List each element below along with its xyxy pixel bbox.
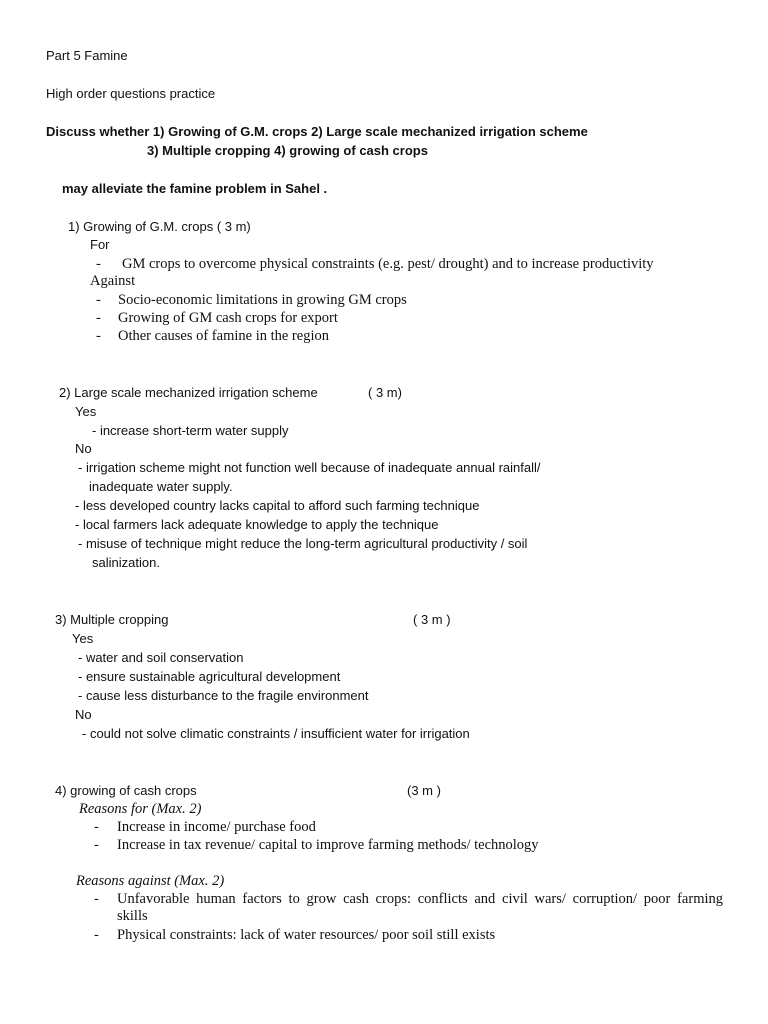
section3-marks: ( 3 m ) (413, 612, 451, 627)
section1-against-label: Against (90, 273, 136, 289)
section2-no-item: - local farmers lack adequate knowledge to apply the technique (75, 517, 439, 532)
page-subtitle: High order questions practice (46, 86, 216, 101)
section4-against-item: Unfavorable human factors to grow cash crops: conflicts and civil wars/ corruption/ poor farming (117, 891, 723, 907)
section4-against-item: skills (117, 908, 148, 924)
section1-against-item: Socio-economic limitations in growing GM crops (118, 292, 407, 308)
bullet-dash: - (94, 891, 99, 907)
question-line-1: Discuss whether 1) Growing of G.M. crops 2) Large scale mechanized irrigation scheme (46, 124, 588, 139)
section2-no-item: salinization. (92, 555, 160, 570)
section4-for-item: Increase in income/ purchase food (117, 819, 316, 835)
bullet-dash: - (96, 328, 101, 344)
section1-for-item: GM crops to overcome physical constraints (e.g. pest/ drought) and to increase productivity (122, 256, 654, 272)
section3-yes-item: - cause less disturbance to the fragile environment (78, 688, 369, 703)
bullet-dash: - (94, 927, 99, 943)
section2-title: 2) Large scale mechanized irrigation scheme (59, 385, 318, 400)
section2-yes-label: Yes (75, 404, 97, 419)
section3-no-item: - could not solve climatic constraints / insufficient water for irrigation (82, 726, 470, 741)
section4-against-item: Physical constraints: lack of water resources/ poor soil still exists (117, 927, 496, 943)
section2-no-item: - irrigation scheme might not function well because of inadequate annual rainfall/ (78, 460, 541, 475)
section3-title: 3) Multiple cropping (55, 612, 169, 627)
bullet-dash: - (94, 819, 99, 835)
section4-against-label: Reasons against (Max. 2) (76, 873, 225, 889)
bullet-dash: - (94, 837, 99, 853)
question-line-2: 3) Multiple cropping 4) growing of cash crops (147, 143, 428, 158)
part-heading: Part 5 Famine (46, 48, 128, 63)
section2-no-item: inadequate water supply. (89, 479, 233, 494)
section4-for-item: Increase in tax revenue/ capital to improve farming methods/ technology (117, 837, 539, 853)
section1-against-item: Other causes of famine in the region (118, 328, 329, 344)
section1-against-item: Growing of GM cash crops for export (118, 310, 338, 326)
section2-yes-item: - increase short-term water supply (92, 423, 289, 438)
bullet-dash: - (96, 310, 101, 326)
section2-marks: ( 3 m) (368, 385, 402, 400)
bullet-dash: - (96, 292, 101, 308)
section1-title: 1) Growing of G.M. crops ( 3 m) (68, 219, 251, 234)
section3-yes-label: Yes (72, 631, 94, 646)
section4-marks: (3 m ) (407, 783, 441, 798)
bullet-dash: - (96, 256, 101, 272)
question-line-3: may alleviate the famine problem in Sahel . (62, 181, 328, 196)
section3-yes-item: - water and soil conservation (78, 650, 244, 665)
section2-no-item: - less developed country lacks capital to afford such farming technique (75, 498, 480, 513)
section4-title: 4) growing of cash crops (55, 783, 197, 798)
section1-for-label: For (90, 237, 110, 252)
section3-yes-item: - ensure sustainable agricultural development (78, 669, 341, 684)
section3-no-label: No (75, 707, 92, 722)
section2-no-label: No (75, 441, 92, 456)
section2-no-item: - misuse of technique might reduce the long-term agricultural productivity / soil (78, 536, 528, 551)
section4-for-label: Reasons for (Max. 2) (79, 801, 202, 817)
